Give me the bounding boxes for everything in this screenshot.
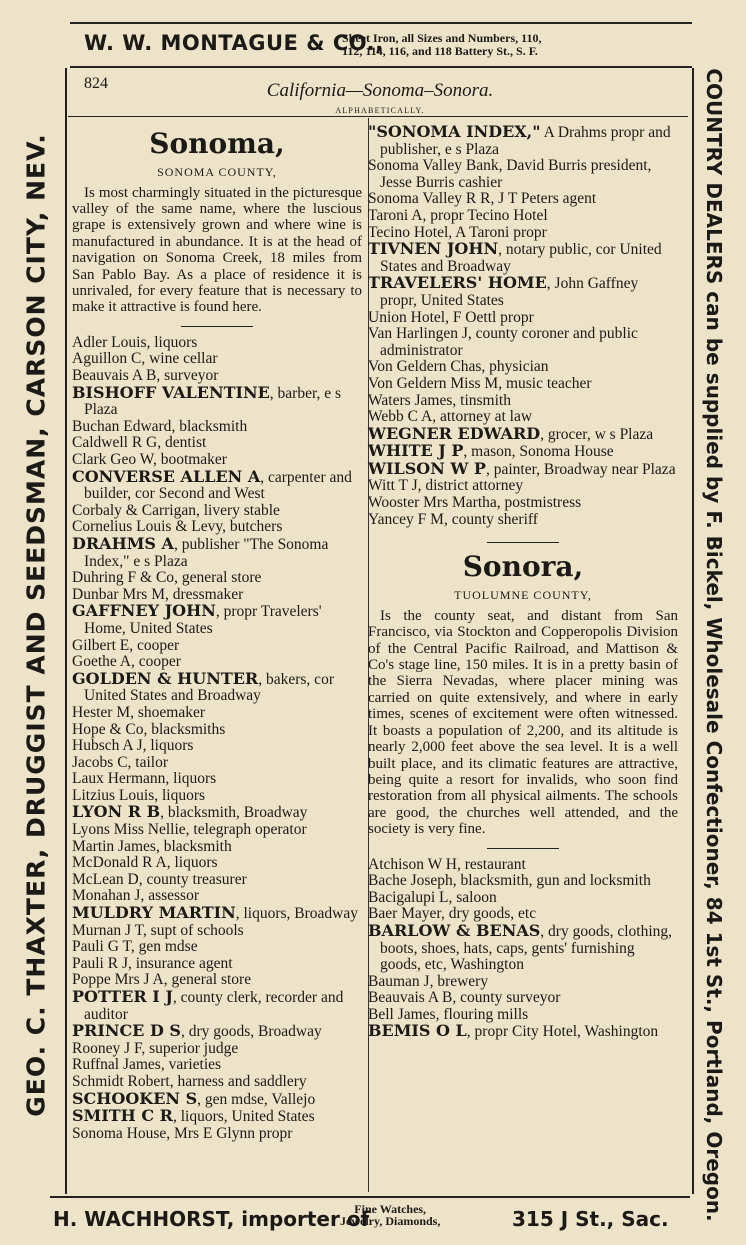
directory-entry [72,722,362,739]
entry-name: Von Geldern Chas [368,358,482,376]
entry-details: , blacksmith [155,837,232,855]
entry-name: GOLDEN & HUNTER [72,668,259,688]
entry-details: , county treasurer [138,870,247,888]
entry-name: Baer Mayer [368,905,441,923]
entry-details: , propr Travelers' Home, United States [84,603,322,637]
directory-entry [368,310,678,327]
entry-name: Clark Geo W [72,451,153,468]
entry-name: BEMIS O L [368,1021,467,1041]
town-heading-sonoma: Sonoma, [149,127,285,160]
entry-details: , telegraph operator [185,821,307,839]
county-label-sonoma: SONOMA COUNTY, [157,165,277,179]
entry-name: Goethe A [72,653,131,671]
entry-details: , propr City Hotel, Washington [466,1023,659,1041]
entry-details: , county clerk, recorder and auditor [84,989,344,1023]
entry-name: SCHOOKEN S [72,1088,198,1108]
entry-details: , propr Tecino Hotel [422,206,548,224]
entry-name: Bache Joseph [368,872,453,890]
town-description-sonora: Is the county seat, and distant from San Francisco, via Stockton and Copperopolis Division of the Central Pacific Railroad, and Mattison & Co's stage line, 150 miles. It is in a pretty basin of the Sierra Nevadas, where placer mining was carried on quite extensively, and where in early times, scenes of excitement were often witnessed. It boasts a population of 2,200, and its altitude is nearly 2,000 feet above the sea level. It is a well built place, and its climatic features are attractive, being quite a resort for invalids, who soon find restoration from all physical ailments. The schools are good, the churches well attended, and the society is very fine. [368,607,678,838]
entry-name: Jacobs C [72,753,128,771]
directory-entry [368,376,678,393]
entry-details: , liquors [166,854,218,872]
entry-details: , varieties [160,1056,222,1074]
entry-details: , painter, Broadway near Plaza [485,460,676,478]
entry-name: WILSON W P [368,458,486,478]
directory-entry [72,804,362,822]
entry-name: Hope & Co [72,720,144,738]
entry-name: Atchison W H [368,855,457,873]
entry-details: , F Oettl propr [445,308,534,326]
entry-details: , mason, Sonoma House [463,443,614,461]
county-label-sonora: TUOLUMNE COUNTY, [454,588,592,603]
section-rule [181,326,253,327]
entry-name: Schmidt Robert [72,1072,170,1090]
entry-details: , brewery [429,972,489,990]
entry-details: , cooper [130,653,181,671]
directory-list-right-bottom [368,857,678,1042]
entry-details: , supt of schools [142,921,244,939]
entry-name: Bacigalupi L [368,888,449,906]
directory-entry [368,990,678,1007]
bottom-ad-middle-line2: Jewelry, Diamonds, [340,1214,441,1228]
directory-entry [72,419,362,436]
entry-name: Bauman J [368,972,430,990]
directory-entry [72,771,362,788]
entry-name: Litzius Louis [72,786,155,804]
directory-entry [72,1057,362,1074]
entry-details: , A Taroni propr [448,223,547,241]
entry-name: Von Geldern Miss M [368,374,499,392]
directory-entry [72,435,362,452]
directory-entry [368,512,678,529]
directory-entry [368,208,678,225]
directory-entry [72,466,362,503]
entry-details: , bootmaker [152,451,227,468]
entry-details: , dry goods, etc [440,905,537,923]
directory-entry [72,738,362,755]
entry-details: , wine cellar [141,350,218,368]
entry-details: , harness and saddlery [169,1072,307,1090]
entry-details: , county surveyor [452,989,561,1007]
entry-details: , shoemaker [130,703,206,721]
directory-entry [368,1023,678,1041]
entry-name: TIVNEN JOHN [368,239,499,259]
entry-details: , grocer, w s Plaza [540,425,654,443]
directory-entry [368,495,678,512]
entry-name: Martin James [72,837,156,855]
entry-name: WHITE J P [368,441,464,461]
entry-details: , notary public, cor United States and Broadway [380,241,662,275]
directory-entry [72,1108,362,1126]
directory-entry [368,458,678,479]
entry-name: McLean D [72,870,139,888]
right-column [368,124,678,1041]
header-rule [68,116,688,117]
entry-name: Aguillon C [72,350,142,368]
directory-entry [72,872,362,889]
entry-details: , blacksmiths [143,720,226,738]
entry-details: , liquors [146,333,198,351]
entry-details: , David Burris president, Jesse Burris cashier [380,157,652,191]
directory-entry [72,839,362,856]
directory-entry [72,638,362,655]
entry-details: , physician [481,358,549,376]
entry-name: Pauli R J [72,954,128,972]
entry-details: , dentist [157,434,207,452]
directory-entry [72,755,362,772]
directory-entry [368,124,678,158]
alphabetical-label: ALPHABETICALLY. [335,106,425,115]
entry-details: , assessor [140,887,200,905]
section-rule [487,542,559,543]
directory-entry [72,570,362,587]
directory-entry [368,478,678,495]
entry-details: , cooper [129,636,180,654]
entry-name: Hester M [72,703,131,721]
entry-name: TRAVELERS' HOME [368,273,547,293]
entry-name: Witt T J [368,477,418,495]
entry-name: GAFFNEY JOHN [72,601,216,621]
entry-details: , dressmaker [165,585,244,603]
entry-details: , saloon [448,888,497,906]
entry-name: Waters James [368,391,453,409]
entry-details: , blacksmith [171,417,248,435]
entry-details: , bakers, cor United States and Broadway [84,670,334,705]
top-ad-line2: 112, 114, 116, and 118 Battery St., S. F. [342,44,538,58]
town-description-sonoma: Is most charmingly situated in the picturesque valley of the same name, where the luscious grape is extensively grown and where wine is manufactured in abundance. It is at the head of navigation on Sonoma Creek, 18 miles from San Pablo Bay. As a place of residence it is unrivaled, for every feature that is necessary to make it attractive is found here. [72,184,362,316]
directory-entry [72,335,362,352]
entry-details: , liquors [165,770,217,788]
entry-details: , dry goods, clothing, boots, shoes, hats, caps, gents' furnishing goods, etc, Washington [380,922,673,974]
entry-name: Tecino Hotel [368,223,449,241]
entry-name: Cornelius Louis & Levy [72,518,223,536]
entry-name: Gilbert E [72,636,130,654]
entry-name: Monahan J [72,887,141,905]
top-advertisement [70,22,692,68]
entry-name: Adler Louis [72,333,147,351]
entry-details: , insurance agent [127,954,233,972]
entry-details: , attorney at law [432,408,533,426]
entry-details: , county coroner and public administrator [380,325,638,359]
entry-details: , general store [163,971,252,989]
entry-name: Rooney J F [72,1039,142,1057]
entry-details: , barber, e s Plaza [84,384,342,419]
directory-entry [72,923,362,940]
directory-entry [72,989,362,1023]
directory-entry [72,905,362,923]
directory-list-right-top [368,124,678,528]
entry-name: Pauli G T [72,938,131,956]
right-advertisement [690,68,738,1222]
entry-details: , postmistress [496,494,582,512]
entry-details: , livery stable [195,501,280,519]
entry-details: , carpenter and builder, cor Second and West [84,468,352,503]
entry-details: , blacksmith, gun and locksmith [452,872,651,890]
entry-details: , liquors [142,737,194,755]
directory-entry [368,191,678,208]
directory-entry [368,241,678,275]
town-heading-sonora: Sonora, [462,550,584,584]
top-ad-name: W. W. MONTAGUE & CO., [84,31,384,55]
entry-name: Caldwell R G [72,434,158,452]
directory-entry [368,158,678,191]
directory-entry [72,1041,362,1058]
left-column [72,122,362,1142]
bottom-advertisement [50,1196,690,1238]
left-advertisement [12,60,60,1190]
entry-name: WEGNER EDWARD [368,423,541,443]
directory-entry [368,890,678,907]
directory-entry [72,1023,362,1041]
directory-entry [368,393,678,410]
entry-name: SMITH C R [72,1106,173,1126]
left-ad-text: GEO. C. THAXTER, DRUGGIST AND SEEDSMAN, CARSON CITY, NEV. [21,133,51,1117]
entry-details: , general store [174,569,262,587]
bottom-ad-right: 315 J St., Sac. [512,1207,669,1231]
entry-details: , dry goods, Broadway [180,1023,322,1041]
directory-entry [72,351,362,368]
entry-details: , tailor [127,753,169,771]
entry-details: , liquors, United States [172,1108,315,1126]
section-rule [487,848,559,849]
entry-details: , Mrs E Glynn propr [166,1124,293,1142]
entry-name: Ruffnal James [72,1056,161,1074]
directory-entry [72,603,362,637]
entry-details: , butchers [222,518,283,536]
page-number: 824 [84,75,108,92]
entry-name: Lyons Miss Nellie [72,821,186,839]
entry-name: Duhring F & Co [72,569,175,587]
entry-name: Murnan J T [72,921,143,939]
bottom-ad-middle-line1: Fine Watches, [354,1202,427,1216]
directory-entry [72,705,362,722]
entry-name: Hubsch A J [72,737,143,755]
entry-name: Laux Hermann [72,770,166,788]
entry-details: , liquors [154,786,206,804]
entry-name: POTTER I J [72,987,173,1006]
directory-entry [368,359,678,376]
entry-name: McDonald R A [72,854,167,872]
entry-details: , publisher "The Sonoma Index," e s Plaza [84,535,329,570]
bottom-ad-middle [340,1203,440,1227]
directory-entry [368,326,678,359]
entry-name: Beauvais A B [72,367,157,385]
entry-name: Dunbar Mrs M [72,585,165,603]
entry-name: PRINCE D S [72,1021,181,1041]
directory-entry [368,857,678,874]
entry-name: Corbaly & Carrigan [72,501,196,519]
entry-name: BARLOW & BENAS [368,920,541,940]
entry-details: , county sheriff [443,510,538,528]
entry-name: Yancey F M [368,510,444,528]
entry-name: MULDRY MARTIN [72,903,236,923]
entry-name: BISHOFF VALENTINE [72,382,270,402]
entry-name: Sonoma Valley Bank [368,157,499,175]
directory-entry [368,873,678,890]
directory-entry [72,533,362,570]
directory-entry [368,275,678,309]
directory-entry [72,822,362,839]
entry-name: Beauvais A B [368,989,453,1007]
entry-details: , gen mdse, Vallejo [197,1090,316,1108]
bottom-ad-left: H. WACHHORST, importer of [53,1207,370,1231]
directory-entry [72,956,362,973]
entry-name: Sonoma Valley R R [368,190,491,208]
entry-details: , flouring mills [435,1005,529,1023]
directory-entry [72,503,362,520]
directory-entry [368,974,678,991]
directory-entry [72,668,362,705]
entry-name: Sonoma House [72,1124,167,1142]
entry-details: , restaurant [456,855,526,873]
entry-details: , district attorney [417,477,524,495]
entry-details: , tinsmith [452,391,511,409]
entry-details: , surveyor [156,367,219,385]
entry-name: LYON R B [72,802,161,822]
entry-details: , John Gaffney propr, United States [380,275,639,309]
directory-list-left [72,335,362,1143]
entry-name: Union Hotel [368,308,446,326]
top-ad-details [342,32,682,58]
entry-details: , blacksmith, Broadway [160,804,308,822]
entry-name: Bell James [368,1005,436,1023]
entry-name: "SONOMA INDEX," [368,122,541,141]
entry-name: Taroni A [368,206,423,224]
entry-name: Buchan Edward [72,417,172,435]
entry-name: Van Harlingen J [368,325,468,343]
entry-name: Wooster Mrs Martha [368,494,497,512]
running-title: California—Sonoma–Sonora. [266,80,494,101]
top-ad-line1: Sheet Iron, all Sizes and Numbers, 110, [342,31,542,45]
directory-entry [368,920,678,974]
right-ad-text: COUNTRY DEALERS can be supplied by F. Bickel, Wholesale Confectioner, 84 1st St., Portland, Oregon. [702,68,726,1222]
directory-entry [72,855,362,872]
directory-entry [72,1126,362,1143]
entry-details: , gen mdse [130,938,198,956]
entry-name: CONVERSE ALLEN A [72,466,261,486]
entry-details: , superior judge [141,1039,239,1057]
entry-details: , J T Peters agent [490,190,597,208]
entry-name: Webb C A [368,408,433,426]
directory-entry [72,382,362,419]
entry-details: , music teacher [498,374,592,392]
entry-details: A Drahms propr and publisher, e s Plaza [380,124,671,158]
entry-details: , liquors, Broadway [235,905,359,923]
entry-name: Poppe Mrs J A [72,971,164,989]
entry-name: DRAHMS A [72,533,174,553]
directory-entry [72,939,362,956]
